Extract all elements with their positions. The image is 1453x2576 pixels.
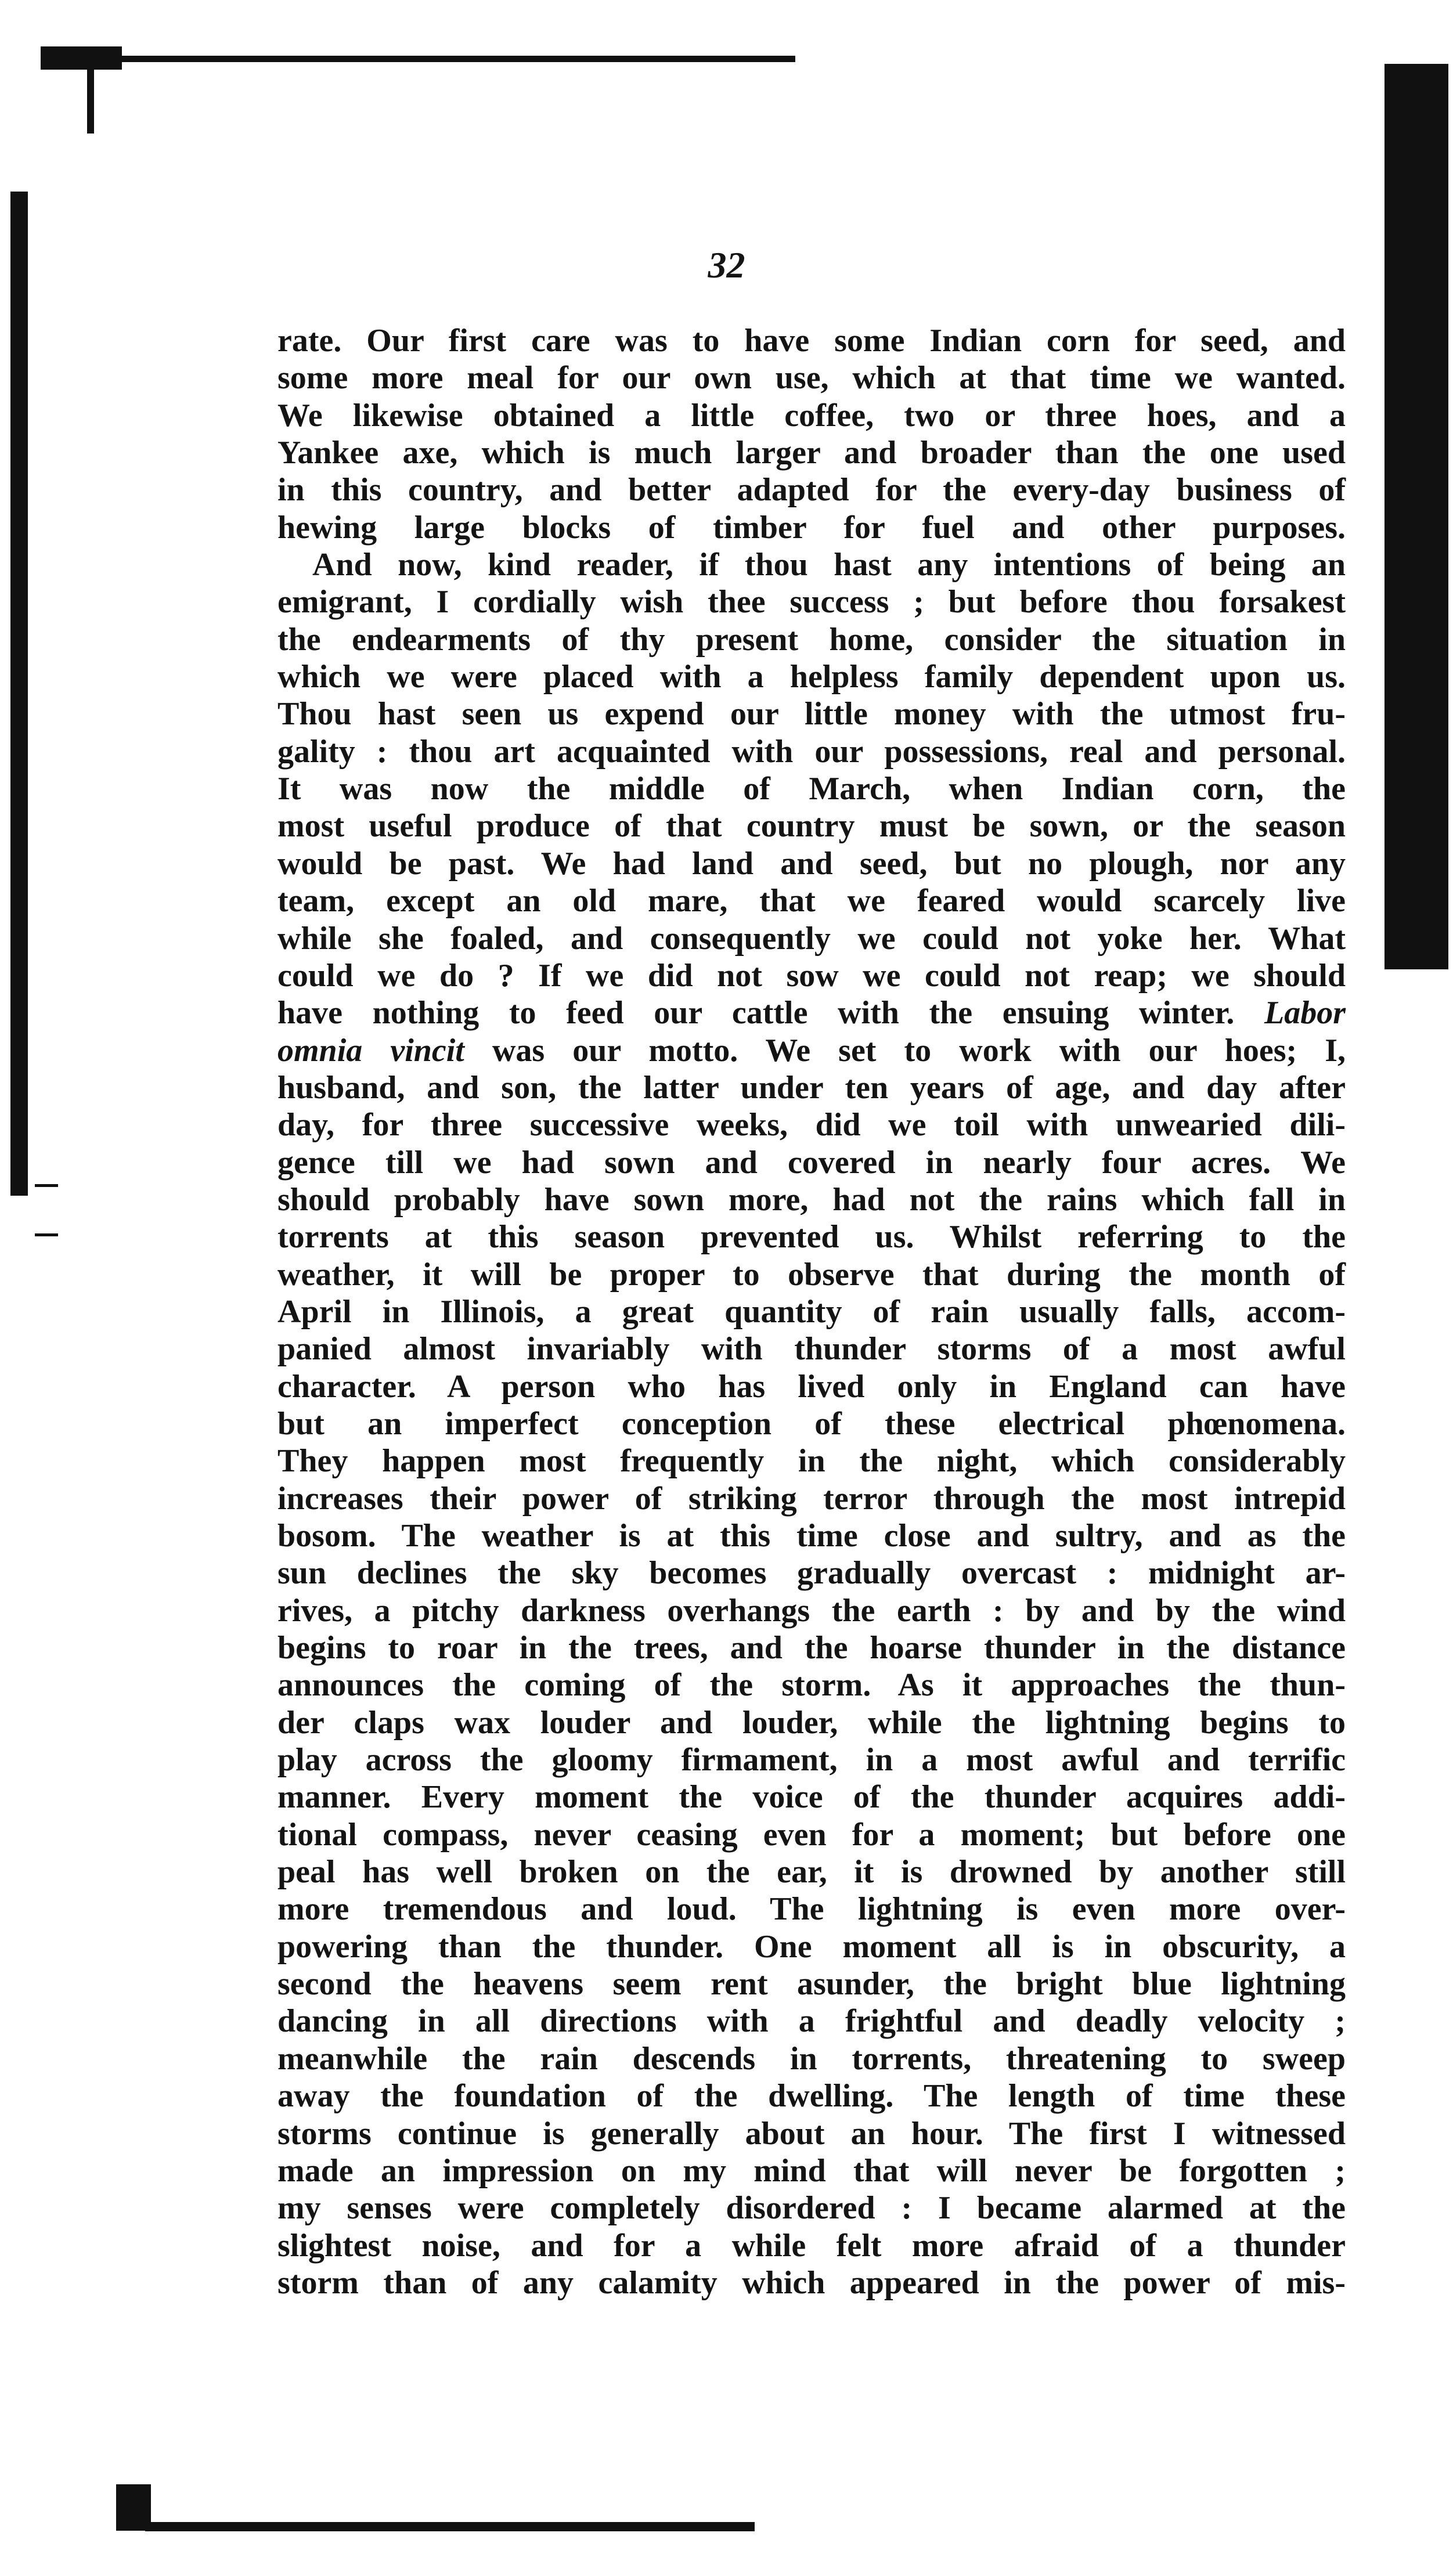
line-text: character. A person who has lived only in England can have bbox=[277, 1368, 1346, 1405]
top-scan-rule bbox=[70, 56, 795, 62]
page-number: 32 bbox=[708, 244, 745, 286]
text-line bbox=[277, 509, 1346, 546]
line-text: sun declines the sky becomes gradually overcast : midnight ar- bbox=[277, 1555, 1346, 1592]
text-line bbox=[277, 994, 1346, 1031]
text-line bbox=[277, 1629, 1346, 1666]
text-line bbox=[277, 920, 1346, 957]
text-line bbox=[277, 1144, 1346, 1181]
text-line bbox=[277, 1106, 1346, 1143]
text-line bbox=[277, 1293, 1346, 1330]
line-text: slightest noise, and for a while felt more afraid of a thunder bbox=[277, 2227, 1346, 2264]
left-scan-dash bbox=[35, 1233, 58, 1236]
text-line bbox=[277, 1480, 1346, 1517]
text-line bbox=[277, 2115, 1346, 2152]
line-text: rate. Our first care was to have some Indian corn for seed, and bbox=[277, 323, 1346, 359]
text-line bbox=[277, 1554, 1346, 1592]
text-line bbox=[277, 1330, 1346, 1368]
text-line bbox=[277, 2227, 1346, 2264]
text-line bbox=[277, 1965, 1346, 2003]
line-text: increases their power of striking terror through the most intrepid bbox=[277, 1480, 1346, 1517]
line-text: second the heavens seem rent asunder, the bright blue lightning bbox=[277, 1966, 1346, 2003]
line-text: manner. Every moment the voice of the thunder acquires addi- bbox=[277, 1779, 1346, 1816]
line-text: but an imperfect conception of these electrical phœnomena. bbox=[277, 1405, 1346, 1442]
top-scan-corner-mark bbox=[41, 46, 122, 70]
text-line bbox=[277, 1517, 1346, 1554]
line-text: could we do ? If we did not sow we could not reap; we should bbox=[277, 957, 1346, 994]
text-line bbox=[277, 2264, 1346, 2301]
text-line bbox=[277, 1890, 1346, 1928]
text-line bbox=[277, 359, 1346, 396]
line-text: meanwhile the rain descends in torrents, threatening to sweep bbox=[277, 2040, 1346, 2077]
line-text: tional compass, never ceasing even for a moment; but before one bbox=[277, 1816, 1346, 1853]
top-scan-tick bbox=[87, 70, 94, 134]
text-line bbox=[277, 1704, 1346, 1741]
line-text: the endearments of thy present home, consider the situation in bbox=[277, 621, 1346, 658]
text-line bbox=[277, 1928, 1346, 1965]
text-line bbox=[277, 1218, 1346, 1255]
text-line bbox=[277, 1666, 1346, 1704]
line-text: We likewise obtained a little coffee, two or three hoes, and a bbox=[277, 397, 1346, 434]
line-text: should probably have sown more, had not the rains which fall in bbox=[277, 1181, 1346, 1218]
text-line bbox=[277, 882, 1346, 919]
line-text: announces the coming of the storm. As it approaches the thun- bbox=[277, 1667, 1346, 1704]
line-text: have nothing to feed our cattle with the ensuing winter. bbox=[277, 995, 1264, 1031]
line-text: peal has well broken on the ear, it is drowned by another still bbox=[277, 1854, 1346, 1890]
text-line bbox=[277, 2040, 1346, 2077]
text-line bbox=[277, 546, 1346, 583]
line-text: der claps wax louder and louder, while the lightning begins to bbox=[277, 1704, 1346, 1741]
text-line bbox=[277, 845, 1346, 882]
text-line bbox=[277, 733, 1346, 770]
text-line bbox=[277, 957, 1346, 994]
line-text: was our motto. We set to work with our hoes; I, bbox=[464, 1032, 1346, 1069]
text-line bbox=[277, 1592, 1346, 1629]
line-text: team, except an old mare, that we feared would scarcely live bbox=[277, 883, 1346, 919]
text-line bbox=[277, 2003, 1346, 2040]
line-text: April in Illinois, a great quantity of rain usually falls, accom- bbox=[277, 1293, 1346, 1330]
line-text: bosom. The weather is at this time close and sultry, and as the bbox=[277, 1518, 1346, 1554]
body-text bbox=[277, 322, 1346, 2301]
text-line bbox=[277, 1778, 1346, 1816]
text-line bbox=[277, 1181, 1346, 1218]
text-line bbox=[277, 1405, 1346, 1442]
line-text: day, for three successive weeks, did we toil with unwearied dili- bbox=[277, 1107, 1346, 1143]
line-text: in this country, and better adapted for the every-day business of bbox=[277, 472, 1346, 508]
line-text: which we were placed with a helpless family dependent upon us. bbox=[277, 659, 1346, 695]
line-text: They happen most frequently in the night, which considerably bbox=[277, 1443, 1346, 1480]
text-line bbox=[277, 658, 1346, 695]
line-text: weather, it will be proper to observe that during the month of bbox=[277, 1256, 1346, 1293]
line-text: away the foundation of the dwelling. The length of time these bbox=[277, 2078, 1346, 2115]
line-text: husband, and son, the latter under ten years of age, and day after bbox=[277, 1069, 1346, 1106]
text-line bbox=[277, 1256, 1346, 1293]
line-text: It was now the middle of March, when Indian corn, the bbox=[277, 771, 1346, 807]
line-text: more tremendous and loud. The lightning is even more over- bbox=[277, 1891, 1346, 1928]
line-text: Thou hast seen us expend our little money with the utmost fru- bbox=[277, 696, 1346, 733]
text-line bbox=[277, 2152, 1346, 2189]
text-line bbox=[277, 1032, 1346, 1069]
text-line bbox=[277, 695, 1346, 733]
text-line bbox=[277, 1368, 1346, 1405]
bottom-scan-rule bbox=[145, 2522, 755, 2531]
line-text: begins to roar in the trees, and the hoarse thunder in the distance bbox=[277, 1630, 1346, 1666]
line-text: play across the gloomy firmament, in a most awful and terrific bbox=[277, 1742, 1346, 1778]
text-line bbox=[277, 1853, 1346, 1890]
italic-phrase: Labor bbox=[1264, 995, 1346, 1031]
line-text: most useful produce of that country must be sown, or the season bbox=[277, 808, 1346, 845]
line-text: gality : thou art acquainted with our possessions, real and personal. bbox=[277, 733, 1346, 770]
line-text: storms continue is generally about an hour. The first I witnessed bbox=[277, 2115, 1346, 2152]
right-scan-edge bbox=[1385, 64, 1448, 969]
line-text: powering than the thunder. One moment all is in obscurity, a bbox=[277, 1928, 1346, 1965]
left-scan-dash bbox=[35, 1184, 58, 1187]
text-line bbox=[277, 770, 1346, 807]
text-line bbox=[277, 583, 1346, 620]
line-text: made an impression on my mind that will never be forgotten ; bbox=[277, 2152, 1346, 2189]
text-line bbox=[277, 397, 1346, 434]
text-line bbox=[277, 1741, 1346, 1778]
line-text: emigrant, I cordially wish thee success ; but before thou forsakest bbox=[277, 584, 1346, 620]
italic-phrase: omnia vincit bbox=[277, 1032, 464, 1069]
line-text: would be past. We had land and seed, but no plough, nor any bbox=[277, 845, 1346, 882]
left-scan-edge bbox=[10, 192, 28, 1196]
text-line bbox=[277, 807, 1346, 845]
line-text: And now, kind reader, if thou hast any intentions of being an bbox=[312, 547, 1346, 583]
line-text: while she foaled, and consequently we could not yoke her. What bbox=[277, 920, 1346, 957]
text-line bbox=[277, 2077, 1346, 2115]
line-text: torrents at this season prevented us. Whilst referring to the bbox=[277, 1219, 1346, 1255]
line-text: rives, a pitchy darkness overhangs the earth : by and by the wind bbox=[277, 1592, 1346, 1629]
line-text: hewing large blocks of timber for fuel and other purposes. bbox=[277, 509, 1346, 546]
line-text: panied almost invariably with thunder storms of a most awful bbox=[277, 1331, 1346, 1368]
line-text: my senses were completely disordered : I became alarmed at the bbox=[277, 2190, 1346, 2227]
text-line bbox=[277, 1069, 1346, 1106]
text-line bbox=[277, 434, 1346, 471]
line-text: storm than of any calamity which appeared in the power of mis- bbox=[277, 2264, 1346, 2301]
text-line bbox=[277, 2189, 1346, 2227]
line-text: dancing in all directions with a frightful and deadly velocity ; bbox=[277, 2003, 1346, 2040]
text-line bbox=[277, 621, 1346, 658]
text-line bbox=[277, 1816, 1346, 1853]
text-line bbox=[277, 1442, 1346, 1480]
text-line bbox=[277, 322, 1346, 359]
line-text: gence till we had sown and covered in nearly four acres. We bbox=[277, 1144, 1346, 1181]
text-line bbox=[277, 471, 1346, 508]
line-text: some more meal for our own use, which at that time we wanted. bbox=[277, 360, 1346, 396]
line-text: Yankee axe, which is much larger and broader than the one used bbox=[277, 435, 1346, 471]
